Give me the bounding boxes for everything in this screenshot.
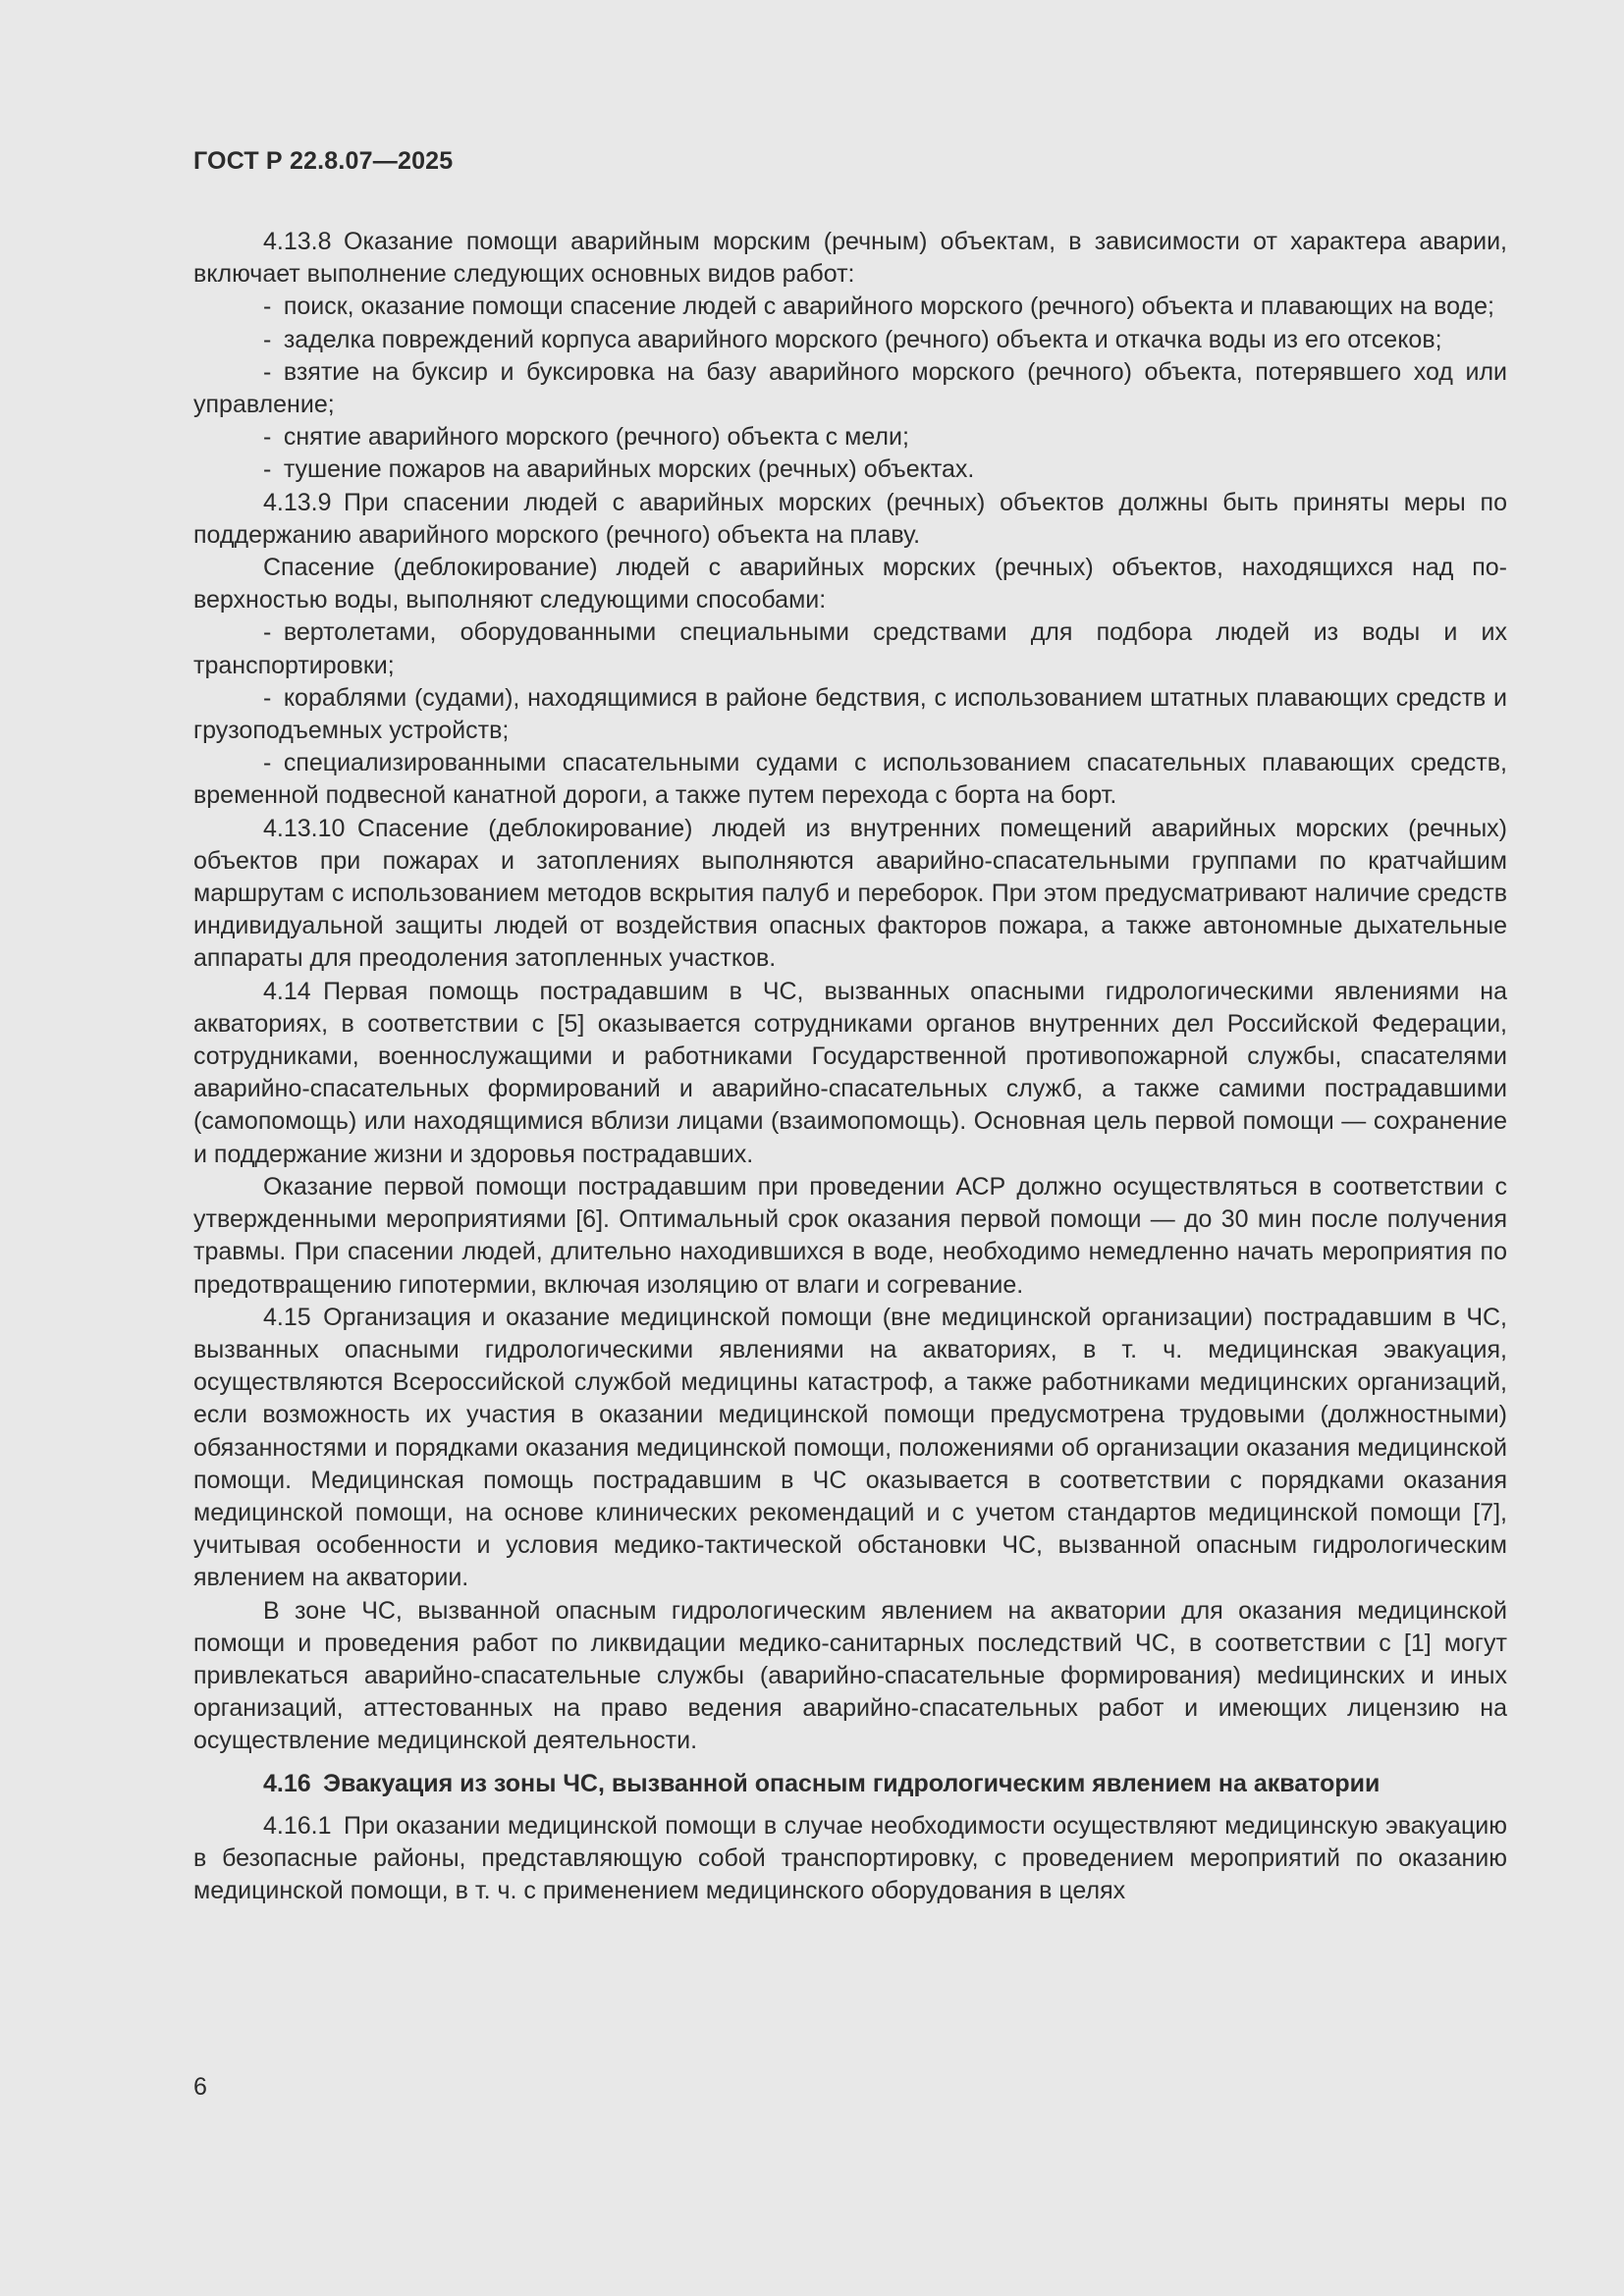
paragraph: Оказание первой помощи пострадавшим при проведении АСР должно осуществляться в соответствии с утвержденными мероприятиями [6]. Оптимальный срок оказания первой помощи — до 30 мин после получения травмы. При спасении людей, длительно находившихся в воде, необходимо немедленно начать мероприятия по предотвращению гипотермии, включая изоляцию от влаги и согревание. xyxy=(193,1172,1507,1299)
paragraph-4-13-10: 4.13.10 Спасение (деблокирование) людей из внутренних помещений аварийных морских (речных) объектов при пожарах и затоплениях выполняются аварийно-спасательными группами по кратчайшим маршрутам с использованием методов вскрытия палуб и переборок. При этом предусматривают наличие средств индивидуальной защиты людей от воздействия опасных факторов пожара, а также автономные дыхательные аппараты для преодоления затопленных участков. xyxy=(193,814,1507,973)
paragraph-4-13-9: 4.13.9 При спасении людей с аварийных морских (речных) объектов должны быть приняты меры по поддержанию аварийного морского (речного) объекта на плаву. xyxy=(193,488,1507,549)
list-item: - взятие на буксир и буксировка на базу аварийного морского (речного) объекта, потерявшего ход или управление; xyxy=(193,357,1507,419)
document-body xyxy=(193,226,1507,1907)
document-header: ГОСТ Р 22.8.07—2025 xyxy=(193,147,454,175)
list-item: - поиск, оказание помощи спасение людей с аварийного морского (речного) объекта и плавающих на воде; xyxy=(263,293,1494,321)
paragraph-4-14: 4.14 Первая помощь пострадавшим в ЧС, вызванных опасными гидрологическими явлениями на акваториях, в соответствии с [5] оказывается сотрудниками органов внутренних дел Российской Федерации, сотрудниками, военнослужащими и работниками Государственной противопожарной службы, спасателями аварийно-спасательных формирований и аварийно-спасательных служб, а также самими пострадавшими (самопомощь) или находящимися вблизи лицами (взаимопомощь). Основная цель первой помощи — сохранение и поддержание жизни и здоровья пострадавших. xyxy=(193,977,1507,1168)
paragraph: Спасение (деблокирование) людей с аварийных морских (речных) объектов, находящихся над поверхностью воды, выполняют следующими способами: xyxy=(193,554,1507,614)
paragraph: В зоне ЧС, вызванной опасным гидрологическим явлением на акватории для оказания медицинской помощи и проведения работ по ликвидации медико-санитарных последствий ЧС, в соответствии с [1] могут привлекаться аварийно-спасательные службы (аварийно-спасательные формирования) меdицинских и иных организаций, аттестованных на право ведения аварийно-спасательных работ и имеющих лицензию на осуществление медицинской деятельности. xyxy=(193,1596,1507,1755)
list-item: - тушение пожаров на аварийных морских (речных) объектах. xyxy=(263,455,975,484)
paragraph-4-13-8: 4.13.8 Оказание помощи аварийным морским (речным) объектам, в зависимости от характера аварии, включает выполнение следующих основных видов работ: xyxy=(193,228,1507,289)
list-item: - кораблями (судами), находящимися в районе бедствия, с использованием штатных плавающих средств и грузоподъемных устройств; xyxy=(193,683,1507,745)
page-number: 6 xyxy=(193,2073,207,2101)
list-item: - заделка повреждений корпуса аварийного морского (речного) объекта и откачка воды из его отсеков; xyxy=(263,325,1442,353)
list-item: - специализированными спасательными судами с использованием спасательных плавающих средств, временной подвесной канатной дороги, а также путем перехода с борта на борт. xyxy=(193,749,1507,810)
list-item: - вертолетами, оборудованными специальными средствами для подбора людей из воды и их транспортировки; xyxy=(193,618,1507,679)
section-heading-4-16: 4.16 Эвакуация из зоны ЧС, вызванной опасным гидрологическим явлением на акватории xyxy=(263,1769,1380,1797)
paragraph-4-16-1: 4.16.1 При оказании медицинской помощи в случае необходимости осуществляют медицинскую эвакуацию в безопасные районы, представляющую собой транспортировку, с проведением мероприятий по оказанию медицинской помощи, в т. ч. с применением медицинского оборудования в целях xyxy=(193,1811,1507,1905)
list-item: - снятие аварийного морского (речного) объекта с мели; xyxy=(263,423,909,452)
paragraph-4-15: 4.15 Организация и оказание медицинской помощи (вне медицинской организации) пострадавшим в ЧС, вызванных опасными гидрологическими явлениями на акваториях, в т. ч. медицинская эвакуация, осуществляются Всероссийской службой медицины катастроф, а также работниками медицинских организаций, если возможность их участия в оказании медицинской помощи предусмотрена трудовыми (должностными) обязанностями и порядками оказания медицинской помощи, положениями об организации оказания медицинской помощи. Медицинская помощь пострадавшим в ЧС оказывается в соответствии с порядками оказания медицинской помощи, на основе клинических рекомендаций и с учетом стандартов медицинской помощи [7], учитывая особенности и условия медико-тактической обстановки ЧС, вызванной опасным гидрологическим явлением на акватории. xyxy=(193,1303,1507,1592)
